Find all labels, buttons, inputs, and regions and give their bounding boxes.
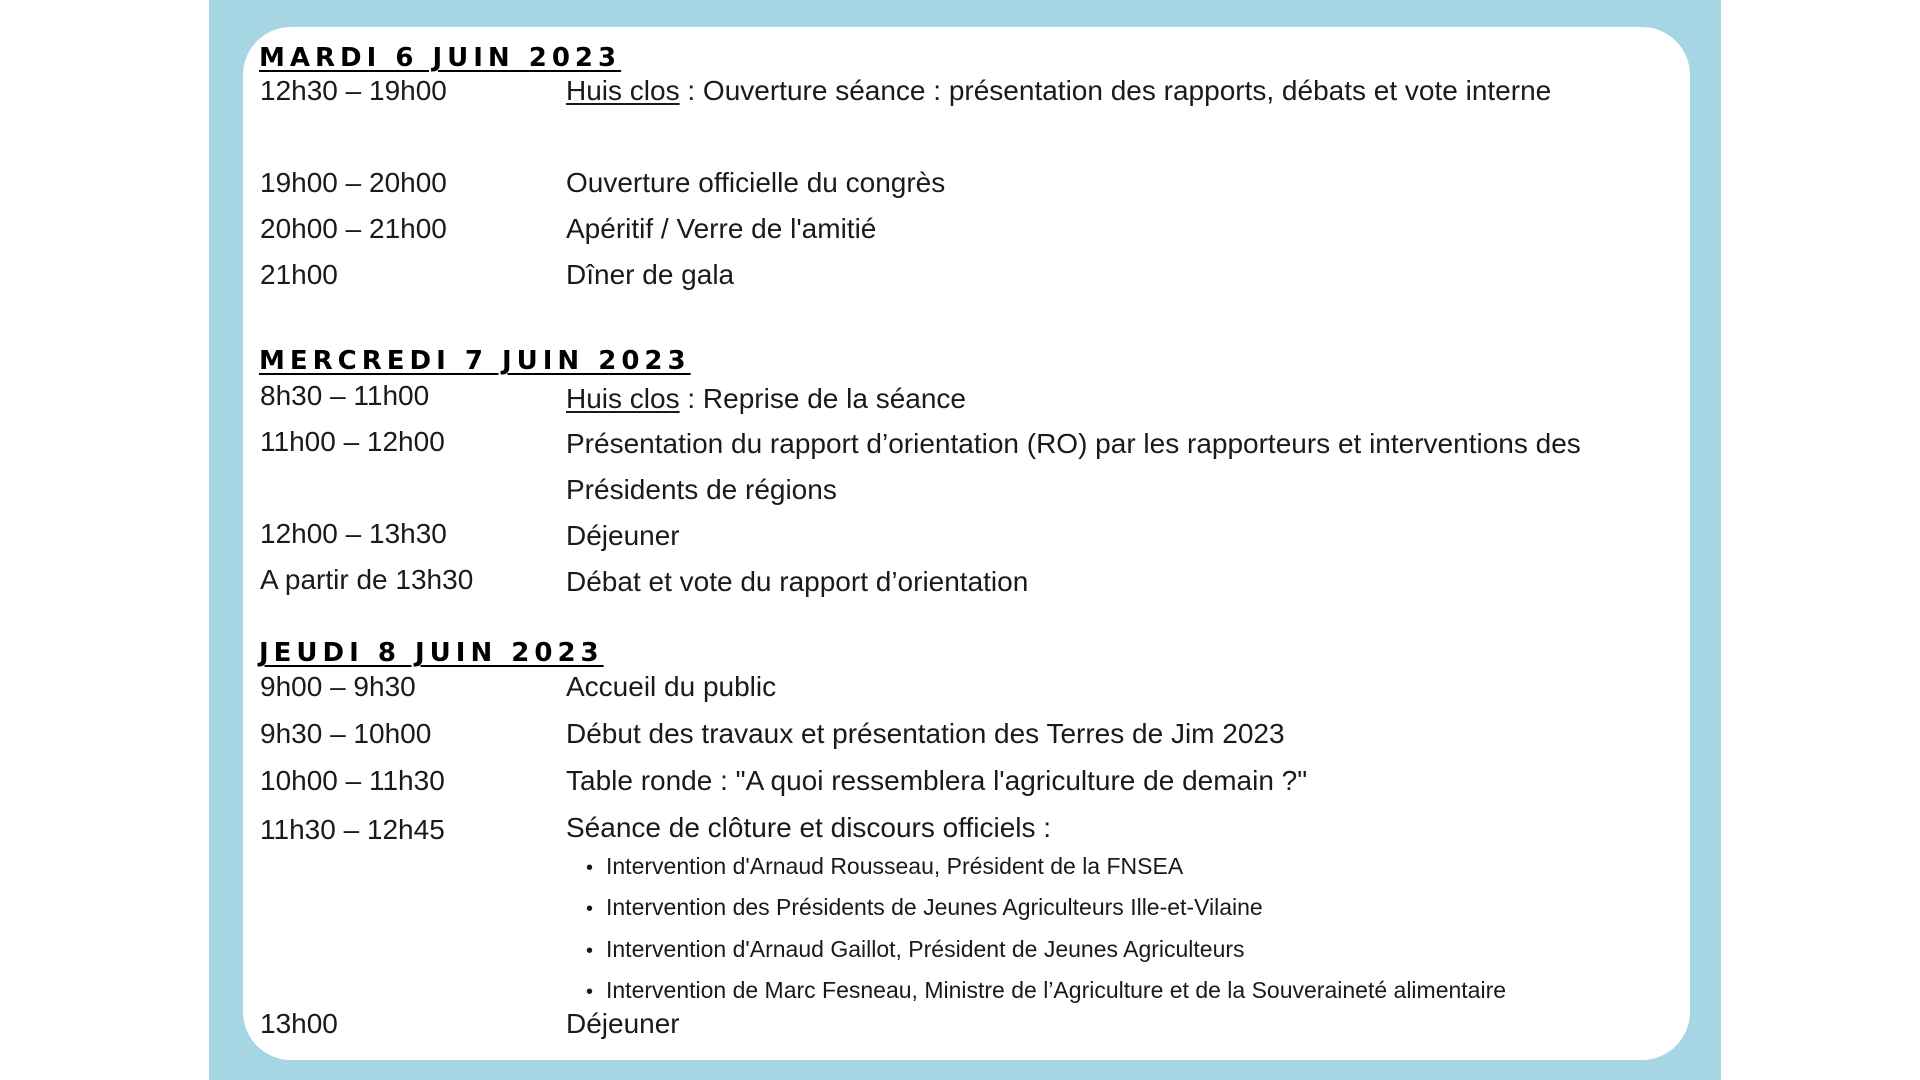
schedule-row: [0, 805, 1920, 845]
session-description: Huis clos : Reprise de la séance: [566, 383, 966, 414]
time-slot: 9h00 – 9h30: [260, 671, 416, 702]
session-description: Ouverture officielle du congrès: [566, 167, 946, 198]
time-slot: 10h00 – 11h30: [260, 765, 445, 796]
time-slot: 20h00 – 21h00: [260, 213, 447, 244]
session-description: Dîner de gala: [566, 259, 735, 290]
list-item: • Intervention d'Arnaud Gaillot, Président de Jeunes Agriculteurs: [606, 930, 1506, 971]
session-description: Débat et vote du rapport d’orientation: [566, 566, 1029, 597]
session-description: Séance de clôture et discours officiels :: [566, 812, 1052, 843]
schedule-row: [0, 160, 1920, 200]
session-description: Début des travaux et présentation des Terres de Jim 2023: [566, 718, 1285, 749]
session-description: Déjeuner: [566, 520, 680, 551]
schedule-row: [0, 711, 1920, 751]
day-title-mercredi: MERCREDI 7 JUIN 2023: [259, 346, 691, 376]
time-slot: 19h00 – 20h00: [260, 167, 447, 198]
schedule-row: [0, 557, 1920, 597]
day-title-jeudi: JEUDI 8 JUIN 2023: [259, 638, 604, 668]
session-description: Accueil du public: [566, 671, 777, 702]
schedule-row: [0, 758, 1920, 798]
huis-clos-label: Huis clos: [566, 383, 680, 414]
time-slot: 13h00: [260, 1008, 338, 1039]
schedule-row: [0, 206, 1920, 246]
session-description: Table ronde : "A quoi ressemblera l'agriculture de demain ?": [566, 765, 1308, 796]
schedule-row: [0, 419, 1920, 505]
time-slot: 11h00 – 12h00: [260, 426, 445, 457]
time-slot: 12h00 – 13h30: [260, 518, 447, 549]
session-description: Apéritif / Verre de l'amitié: [566, 213, 877, 244]
session-description: Présentation du rapport d’orientation (RO) par les rapporteurs et interventions des Présidents de régions: [566, 428, 1581, 505]
time-slot: 11h30 – 12h45: [260, 814, 445, 845]
time-slot: 8h30 – 11h00: [260, 380, 430, 411]
time-slot: 12h30 – 19h00: [260, 75, 447, 106]
time-slot: 9h30 – 10h00: [260, 718, 432, 749]
schedule-row: [0, 252, 1920, 292]
day-title-mardi: MARDI 6 JUIN 2023: [259, 43, 622, 73]
huis-clos-label: Huis clos: [566, 75, 680, 106]
schedule-row: [0, 511, 1920, 551]
session-description: Déjeuner: [566, 1008, 680, 1039]
list-item: • Intervention d'Arnaud Rousseau, Président de la FNSEA: [606, 847, 1506, 888]
list-item: • Intervention des Présidents de Jeunes Agriculteurs Ille-et-Vilaine: [606, 888, 1506, 929]
session-description: Huis clos : Ouverture séance : présentation des rapports, débats et vote interne: [566, 75, 1552, 106]
schedule-row: [0, 373, 1920, 413]
schedule-row: [0, 68, 1920, 108]
time-slot: A partir de 13h30: [260, 564, 474, 595]
time-slot: 21h00: [260, 259, 338, 290]
schedule-row: [0, 664, 1920, 704]
closing-speeches-list: [566, 847, 1506, 1012]
schedule-row: [0, 1001, 1920, 1041]
list-item: • Intervention de Marc Fesneau, Ministre de l’Agriculture et de la Souveraineté alimentaire: [606, 971, 1506, 1012]
